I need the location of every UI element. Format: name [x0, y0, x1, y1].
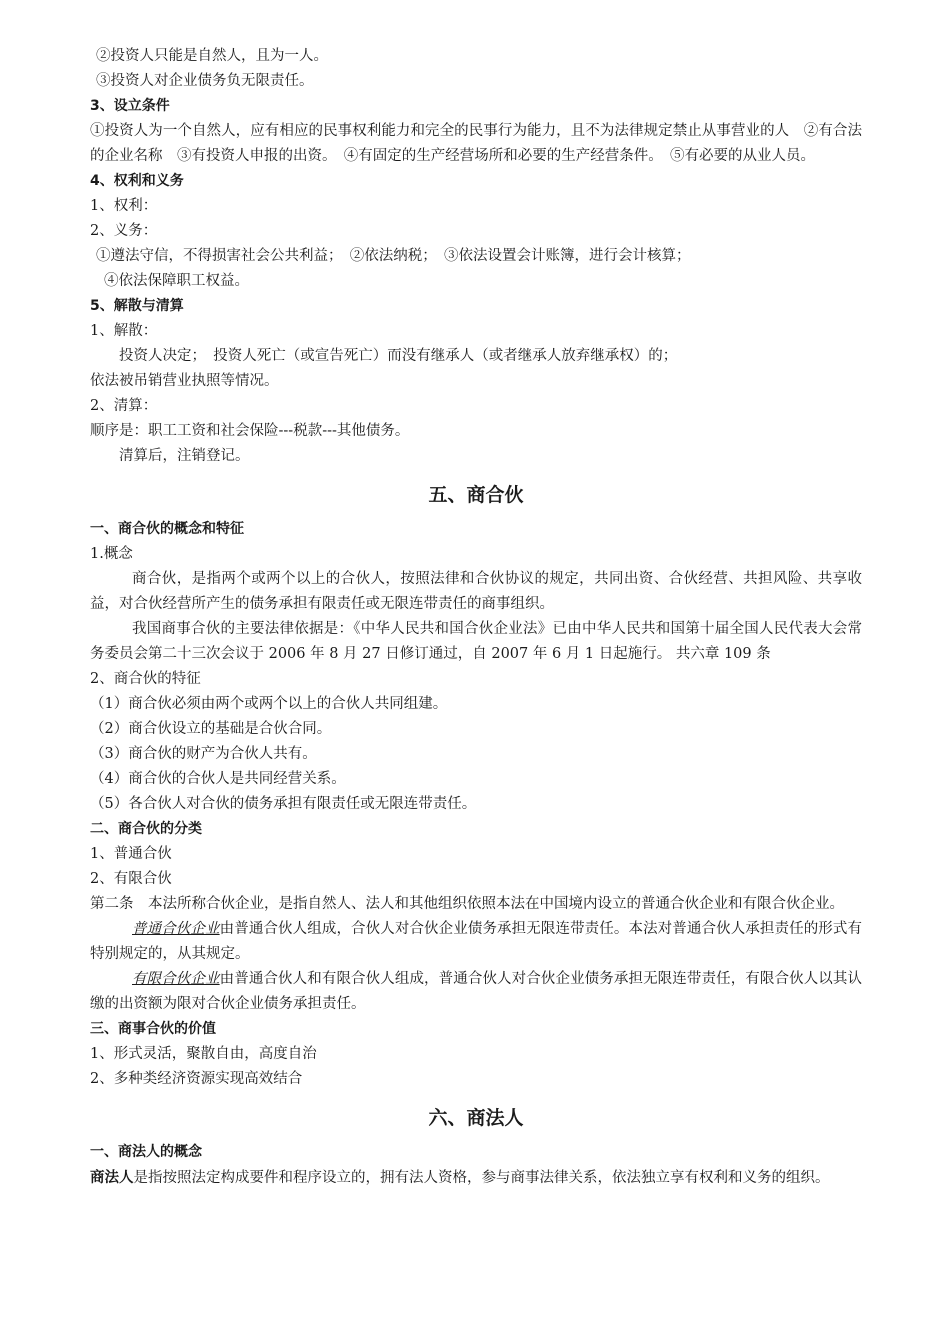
paragraph: 我国商事合伙的主要法律依据是：《中华人民共和国合伙企业法》已由中华人民共和国第十届全国人民代表大会常务委员会第二十三次会议于 2006 年 8 月 27 日修订通过，自 2007 年 6 月 1 日起施行。 共六章 109 条	[90, 621, 862, 662]
section-heading: 一、商法人的概念	[90, 1144, 202, 1160]
section-heading: 二、商合伙的分类	[90, 821, 202, 837]
paragraph: ①投资人为一个自然人，应有相应的民事权利能力和完全的民事行为能力，且不为法律规定禁止从事营业的人 ②有合法的企业名称 ③有投资人申报的出资。 ④有固定的生产经营场所和必要的生产经营条件。 ⑤有必要的从业人员。	[90, 123, 862, 164]
document-page	[90, 44, 862, 1191]
list-item: （4）商合伙的合伙人是共同经营关系。	[90, 771, 346, 787]
paragraph-text: 由普通合伙人和有限合伙人组成，普通合伙人对合伙企业债务承担无限连带责任，有限合伙人以其认缴的出资额为限对合伙企业债务承担责任。	[90, 971, 863, 1012]
section-heading: 一、商合伙的概念和特征	[90, 521, 244, 537]
text-line: ④依法保障职工权益。	[104, 273, 249, 289]
paragraph-text: 由普通合伙人组成，合伙人对合伙企业债务承担无限连带责任。本法对普通合伙人承担责任的形式有特别规定的，从其规定。	[90, 921, 863, 962]
list-item: （3）商合伙的财产为合伙人共有。	[90, 746, 317, 762]
text-line: 1、普通合伙	[90, 846, 172, 862]
list-item: （1）商合伙必须由两个或两个以上的合伙人共同组建。	[90, 696, 448, 712]
section-heading: 三、商事合伙的价值	[90, 1021, 216, 1037]
term-limited-partnership: 有限合伙企业	[132, 971, 220, 987]
chapter-title: 六、商法人	[428, 1107, 524, 1129]
section-heading: 5、解散与清算	[90, 298, 184, 314]
text-line: 1、形式灵活，聚散自由，高度自治	[90, 1046, 317, 1062]
term-general-partnership: 普通合伙企业	[132, 921, 220, 937]
text-line: 1.概念	[90, 546, 133, 562]
text-line: 顺序是：职工工资和社会保险---税款---其他债务。	[90, 423, 410, 439]
text-line: 2、多种类经济资源实现高效结合	[90, 1071, 303, 1087]
text-line: 1、解散：	[90, 323, 158, 339]
paragraph	[90, 1165, 862, 1191]
paragraph-text: 是指按照法定构成要件和程序设立的，拥有法人资格，参与商事法律关系，依法独立享有权利和义务的组织。	[133, 1170, 830, 1186]
text-line: ①遵法守信，不得损害社会公共利益； ②依法纳税； ③依法设置会计账簿，进行会计核算；	[96, 248, 691, 264]
text-line: 2、义务：	[90, 223, 158, 239]
paragraph: 第二条 本法所称合伙企业，是指自然人、法人和其他组织依照本法在中国境内设立的普通合伙企业和有限合伙企业。	[90, 896, 844, 912]
section-heading: 3、设立条件	[90, 98, 170, 114]
paragraph: 商合伙，是指两个或两个以上的合伙人，按照法律和合伙协议的规定，共同出资、合伙经营、共担风险、共享收益，对合伙经营所产生的债务承担有限责任或无限连带责任的商事组织。	[90, 571, 862, 612]
text-line: 2、有限合伙	[90, 871, 172, 887]
list-item: （2）商合伙设立的基础是合伙合同。	[90, 721, 332, 737]
text-line: 2、清算：	[90, 398, 158, 414]
section-heading: 4、权利和义务	[90, 173, 184, 189]
text-line: ③投资人对企业债务负无限责任。	[96, 73, 314, 89]
paragraph	[90, 917, 862, 967]
text-line: 清算后，注销登记。	[119, 448, 250, 464]
text-line: 依法被吊销营业执照等情况。	[90, 373, 279, 389]
chapter-title: 五、商合伙	[428, 484, 524, 506]
text-line: ②投资人只能是自然人，且为一人。	[96, 48, 328, 64]
text-line: 2、商合伙的特征	[90, 671, 201, 687]
term-commercial-legal-person: 商法人	[90, 1169, 134, 1186]
list-item: （5）各合伙人对合伙的债务承担有限责任或无限连带责任。	[90, 796, 477, 812]
paragraph	[90, 967, 862, 1017]
text-line: 1、权利：	[90, 198, 158, 214]
text-line: 投资人决定； 投资人死亡（或宣告死亡）而没有继承人（或者继承人放弃继承权）的；	[119, 348, 678, 364]
